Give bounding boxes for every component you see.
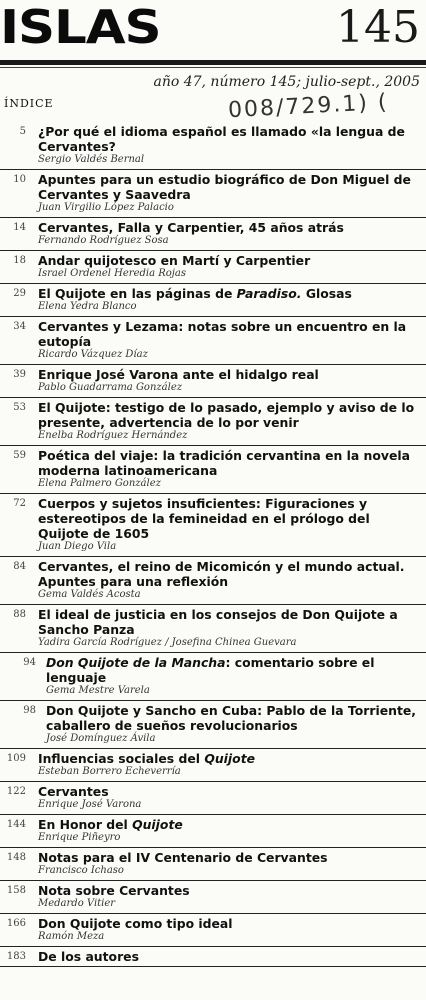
- toc-entry[interactable]: [0, 284, 426, 317]
- page-number: 144: [6, 819, 26, 830]
- page-number: 158: [6, 885, 26, 896]
- entry-title: [38, 286, 420, 301]
- entry-title: El ideal de justicia en los consejos de Don Quijote a Sancho Panza: [38, 607, 398, 637]
- page-number: 166: [6, 918, 26, 929]
- entry-title: [46, 655, 420, 685]
- entry-author: Elena Yedra Blanco: [38, 301, 137, 312]
- entry-author: Israel Ordenel Heredia Rojas: [38, 268, 186, 279]
- page-number: 18: [13, 255, 26, 266]
- entry-title-italic: Quijote: [132, 817, 183, 832]
- entry-title: Nota sobre Cervantes: [38, 883, 190, 898]
- toc-entry[interactable]: [0, 815, 426, 848]
- masthead: [0, 0, 426, 60]
- entry-title: Andar quijotesco en Martí y Carpentier: [38, 253, 311, 268]
- entry-author: Yadira García Rodríguez / Josefina Chinea Guevara: [38, 637, 297, 648]
- entry-title: Poética del viaje: la tradición cervantina en la novela moderna latinoamericana: [38, 448, 410, 478]
- entry-title: Cervantes, Falla y Carpentier, 45 años atrás: [38, 220, 344, 235]
- toc-entry[interactable]: [0, 170, 426, 218]
- toc-entry[interactable]: [0, 218, 426, 251]
- toc-entry[interactable]: [0, 365, 426, 398]
- entry-title-part: En Honor del: [38, 817, 133, 832]
- issue-number: 145: [336, 2, 420, 53]
- entry-title-part: El Quijote en las páginas de: [38, 286, 237, 301]
- entry-author: Ramón Meza: [38, 931, 105, 942]
- page-number: 148: [6, 852, 26, 863]
- page-number: 59: [13, 450, 26, 461]
- index-heading: ÍNDICE: [4, 97, 54, 110]
- entry-title: De los autores: [38, 949, 139, 964]
- entry-author: Fernando Rodríguez Sosa: [38, 235, 169, 246]
- journal-logo: ISLAS: [0, 0, 161, 54]
- entry-title-italic: Quijote: [204, 751, 256, 766]
- entry-title: Don Quijote como tipo ideal: [38, 916, 233, 931]
- page-number: 39: [13, 369, 26, 380]
- toc-entry[interactable]: [0, 848, 426, 881]
- entry-title: Apuntes para un estudio biográfico de Don Miguel de Cervantes y Saavedra: [38, 172, 411, 202]
- page-number: 72: [13, 498, 26, 509]
- page-number: 109: [6, 753, 26, 764]
- entry-author: Pablo Guadarrama González: [38, 382, 183, 393]
- toc-entry[interactable]: [0, 782, 426, 815]
- toc-entry[interactable]: [0, 557, 426, 605]
- entry-title: [38, 751, 420, 766]
- entry-title: [38, 817, 420, 832]
- entry-author: Gema Valdés Acosta: [38, 589, 141, 600]
- page-number: 34: [13, 321, 26, 332]
- page-number: 98: [23, 705, 36, 716]
- entry-title-part: Influencias sociales del: [38, 751, 205, 766]
- entry-author: Esteban Borrero Echeverría: [38, 766, 181, 777]
- top-rule: [0, 60, 426, 65]
- toc-entry[interactable]: [0, 122, 426, 170]
- entry-author: Enelba Rodríguez Hernández: [38, 430, 188, 441]
- entry-author: Enrique Piñeyro: [38, 832, 121, 843]
- page-number: 53: [13, 402, 26, 413]
- entry-author: Enrique José Varona: [38, 799, 142, 810]
- entry-title: Enrique José Varona ante el hidalgo real: [38, 367, 319, 382]
- entry-title-italic: Don Quijote de la Mancha: [46, 655, 226, 670]
- entry-author: Francisco Ichaso: [38, 865, 124, 876]
- page-number: 84: [13, 561, 26, 572]
- entry-title: Notas para el IV Centenario de Cervantes: [38, 850, 328, 865]
- toc-entry[interactable]: [0, 398, 426, 446]
- entry-title-part: Glosas: [301, 286, 352, 301]
- entry-author: Sergio Valdés Bernal: [38, 154, 145, 165]
- entry-title: El Quijote: testigo de lo pasado, ejemplo y aviso de lo presente, advertencia de lo por venir: [38, 400, 415, 430]
- page-number: 10: [13, 174, 26, 185]
- page-number: 88: [13, 609, 26, 620]
- entry-title: Cervantes, el reino de Micomicón y el mundo actual. Apuntes para una reflexión: [38, 559, 405, 589]
- entry-author: Medardo Vitier: [38, 898, 116, 909]
- issue-line: año 47, número 145; julio-sept., 2005: [153, 74, 420, 90]
- toc-entry[interactable]: [0, 605, 426, 653]
- toc-entry[interactable]: [0, 494, 426, 557]
- entry-author: Juan Diego Vila: [38, 541, 117, 552]
- entry-title-italic: Paradiso.: [236, 286, 302, 301]
- entry-author: Juan Virgilio López Palacio: [38, 202, 174, 213]
- toc-entry[interactable]: [0, 446, 426, 494]
- entry-title: ¿Por qué el idioma español es llamado «la lengua de Cervantes?: [38, 124, 405, 154]
- entry-author: José Domínguez Ávila: [46, 733, 156, 744]
- handwritten-note: 008/729.1) (: [227, 89, 390, 124]
- page-number: 14: [13, 222, 26, 233]
- toc-entry[interactable]: [0, 914, 426, 947]
- page-number: 122: [6, 786, 26, 797]
- entry-title: Cuerpos y sujetos insuficientes: Figuraciones y estereotipos de la femineidad en el prólogo del Quijote de 1605: [38, 496, 370, 541]
- table-of-contents: [0, 122, 426, 967]
- page-number: 94: [23, 657, 36, 668]
- toc-entry[interactable]: [0, 881, 426, 914]
- page-number: 5: [19, 126, 26, 137]
- entry-title: Don Quijote y Sancho en Cuba: Pablo de la Torriente, caballero de sueños revolucionarios: [46, 703, 416, 733]
- page-number: 29: [13, 288, 26, 299]
- toc-entry[interactable]: [0, 251, 426, 284]
- toc-entry[interactable]: [0, 749, 426, 782]
- toc-entry[interactable]: [0, 947, 426, 967]
- entry-title-part: : comentario sobre el lenguaje: [46, 655, 375, 685]
- page-number: 183: [6, 951, 26, 962]
- entry-title: Cervantes: [38, 784, 109, 799]
- entry-author: Gema Mestre Varela: [46, 685, 150, 696]
- toc-entry[interactable]: [0, 653, 426, 701]
- entry-author: Elena Palmero González: [38, 478, 161, 489]
- toc-entry[interactable]: [0, 701, 426, 749]
- entry-title: Cervantes y Lezama: notas sobre un encuentro en la eutopía: [38, 319, 407, 349]
- entry-author: Ricardo Vázquez Díaz: [38, 349, 148, 360]
- toc-entry[interactable]: [0, 317, 426, 365]
- top-rule-thin: [0, 67, 426, 68]
